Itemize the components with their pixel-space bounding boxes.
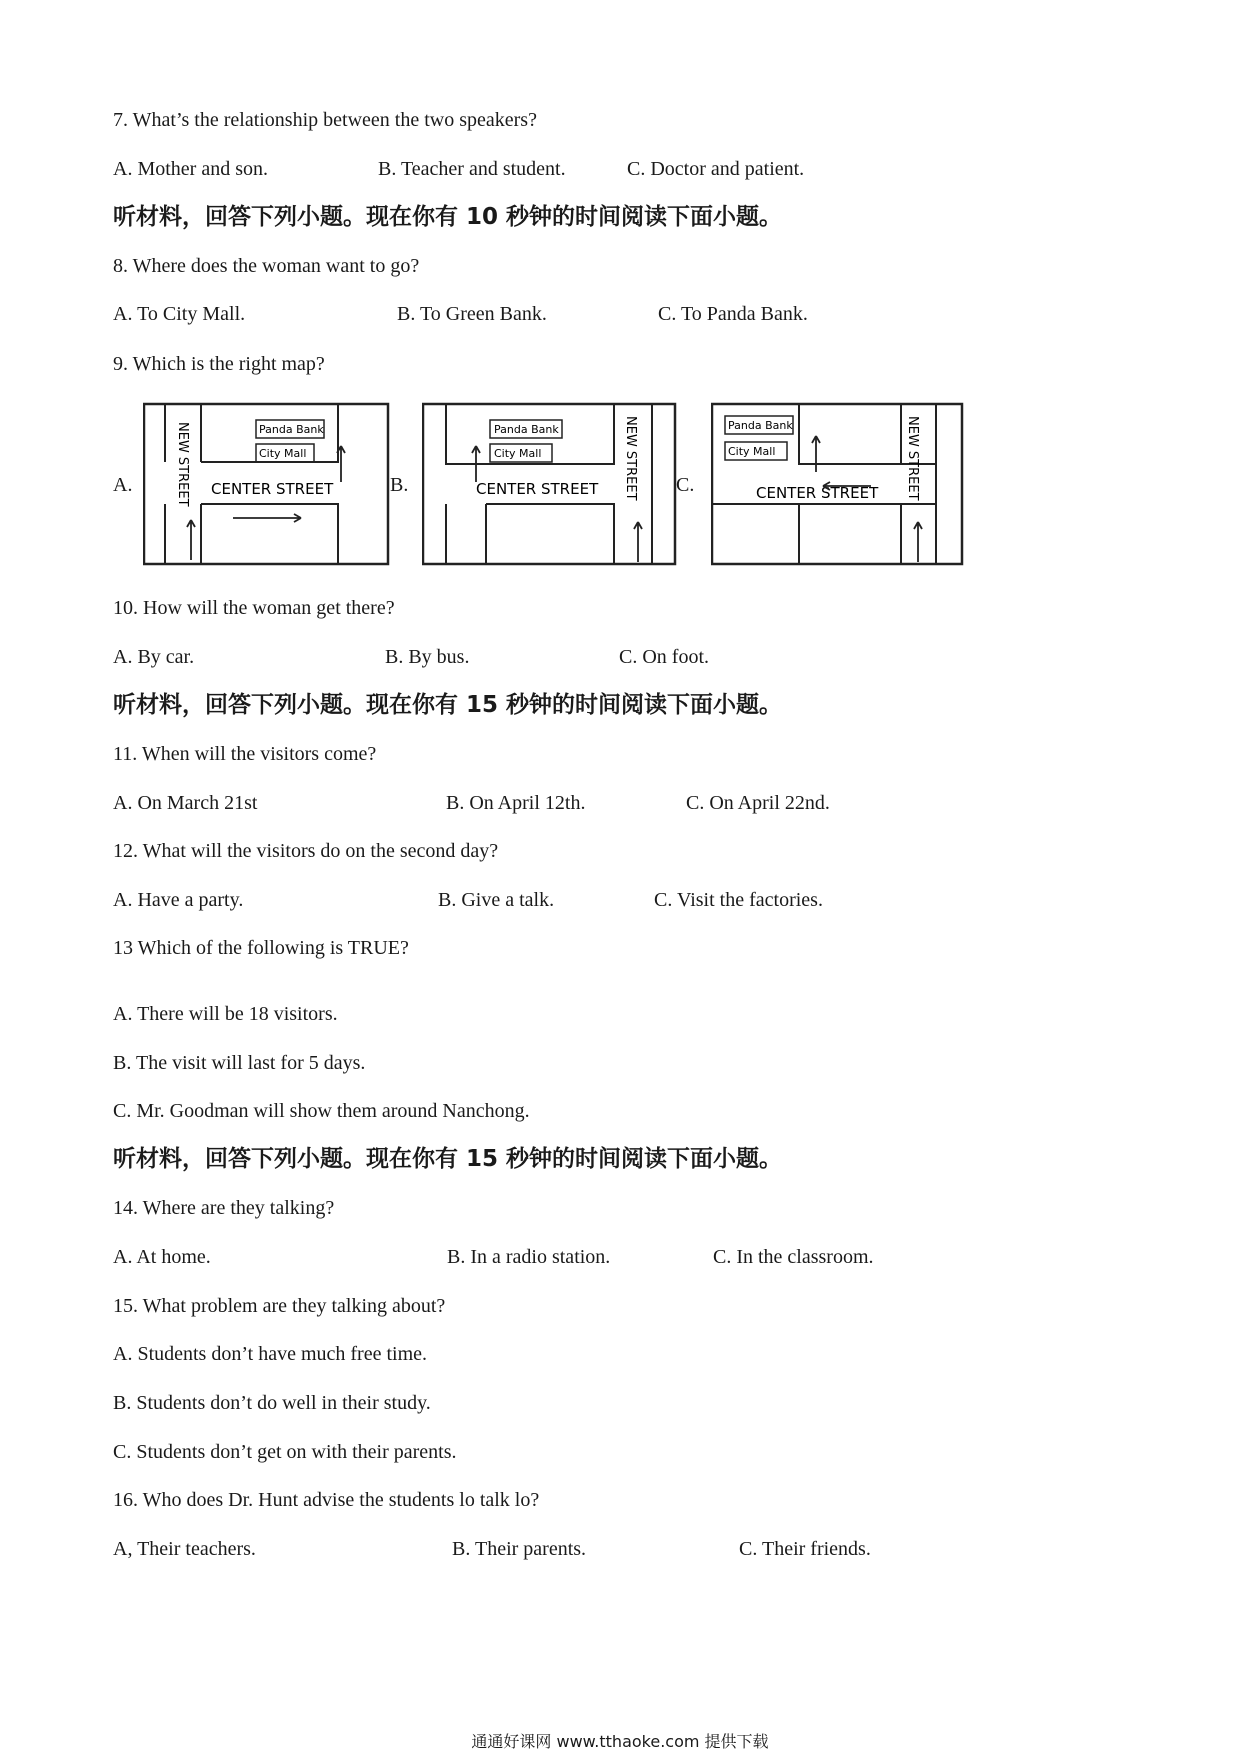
q8-option-b: B. To Green Bank. [397,303,547,325]
q8-question: 8. Where does the woman want to go? [113,255,420,277]
map-c-mall: City Mall [728,445,776,458]
q10-option-a: A. By car. [113,646,195,668]
q13-option-b: B. The visit will last for 5 days. [113,1052,366,1074]
q12-option-b: B. Give a talk. [438,889,555,911]
map-c-new-street: NEW STREET [905,416,920,501]
q16-question: 16. Who does Dr. Hunt advise the students lo talk lo? [113,1489,540,1511]
q10-option-c: C. On foot. [619,646,709,668]
map-c-bank: Panda Bank [728,419,793,432]
map-a-label: A. [113,474,133,496]
map-c-center-street: CENTER STREET [756,484,879,502]
q10-option-b: B. By bus. [385,646,470,668]
map-b [422,402,678,566]
q11-option-a: A. On March 21st [113,792,258,814]
q13-question: 13 Which of the following is TRUE? [113,937,409,959]
map-c [711,402,965,566]
map-b-label: B. [390,474,409,496]
q7-option-c: C. Doctor and patient. [627,158,805,180]
section-instruction-1: 听材料，回答下列小题。现在你有 10 秒钟的时间阅读下面小题。 [113,204,783,230]
q14-question: 14. Where are they talking? [113,1197,335,1219]
q11-question: 11. When will the visitors come? [113,743,377,765]
q16-option-c: C. Their friends. [739,1538,871,1560]
footer-source: 通通好课网 www.tthaoke.com 提供下载 [471,1732,769,1751]
q8-option-a: A. To City Mall. [113,303,246,325]
q16-option-b: B. Their parents. [452,1538,587,1560]
q12-option-a: A. Have a party. [113,889,244,911]
q10-question: 10. How will the woman get there? [113,597,395,619]
map-a-bank: Panda Bank [259,423,324,436]
q14-option-c: C. In the classroom. [713,1246,874,1268]
q9-question: 9. Which is the right map? [113,353,325,375]
map-b-mall: City Mall [494,447,542,460]
q16-option-a: A, Their teachers. [113,1538,256,1560]
q7-option-a: A. Mother and son. [113,158,268,180]
map-c-label: C. [676,474,695,496]
q15-question: 15. What problem are they talking about? [113,1295,446,1317]
q15-option-c: C. Students don’t get on with their parents. [113,1441,457,1463]
q15-option-a: A. Students don’t have much free time. [113,1343,428,1365]
map-a-new-street: NEW STREET [175,422,190,507]
q12-option-c: C. Visit the factories. [654,889,823,911]
map-b-new-street: NEW STREET [623,416,638,501]
map-a [143,402,391,566]
map-b-bank: Panda Bank [494,423,559,436]
q11-option-c: C. On April 22nd. [686,792,830,814]
q8-option-c: C. To Panda Bank. [658,303,808,325]
map-a-mall: City Mall [259,447,307,460]
map-a-center-street: CENTER STREET [211,480,334,498]
q7-option-b: B. Teacher and student. [378,158,566,180]
q11-option-b: B. On April 12th. [446,792,586,814]
q14-option-a: A. At home. [113,1246,211,1268]
section-instruction-3: 听材料，回答下列小题。现在你有 15 秒钟的时间阅读下面小题。 [113,1146,783,1172]
map-b-center-street: CENTER STREET [476,480,599,498]
q14-option-b: B. In a radio station. [447,1246,611,1268]
q12-question: 12. What will the visitors do on the second day? [113,840,499,862]
section-instruction-2: 听材料，回答下列小题。现在你有 15 秒钟的时间阅读下面小题。 [113,692,783,718]
q13-option-a: A. There will be 18 visitors. [113,1003,338,1025]
q13-option-c: C. Mr. Goodman will show them around Nanchong. [113,1100,530,1122]
q7-question: 7. What’s the relationship between the two speakers? [113,109,537,131]
q15-option-b: B. Students don’t do well in their study. [113,1392,431,1414]
